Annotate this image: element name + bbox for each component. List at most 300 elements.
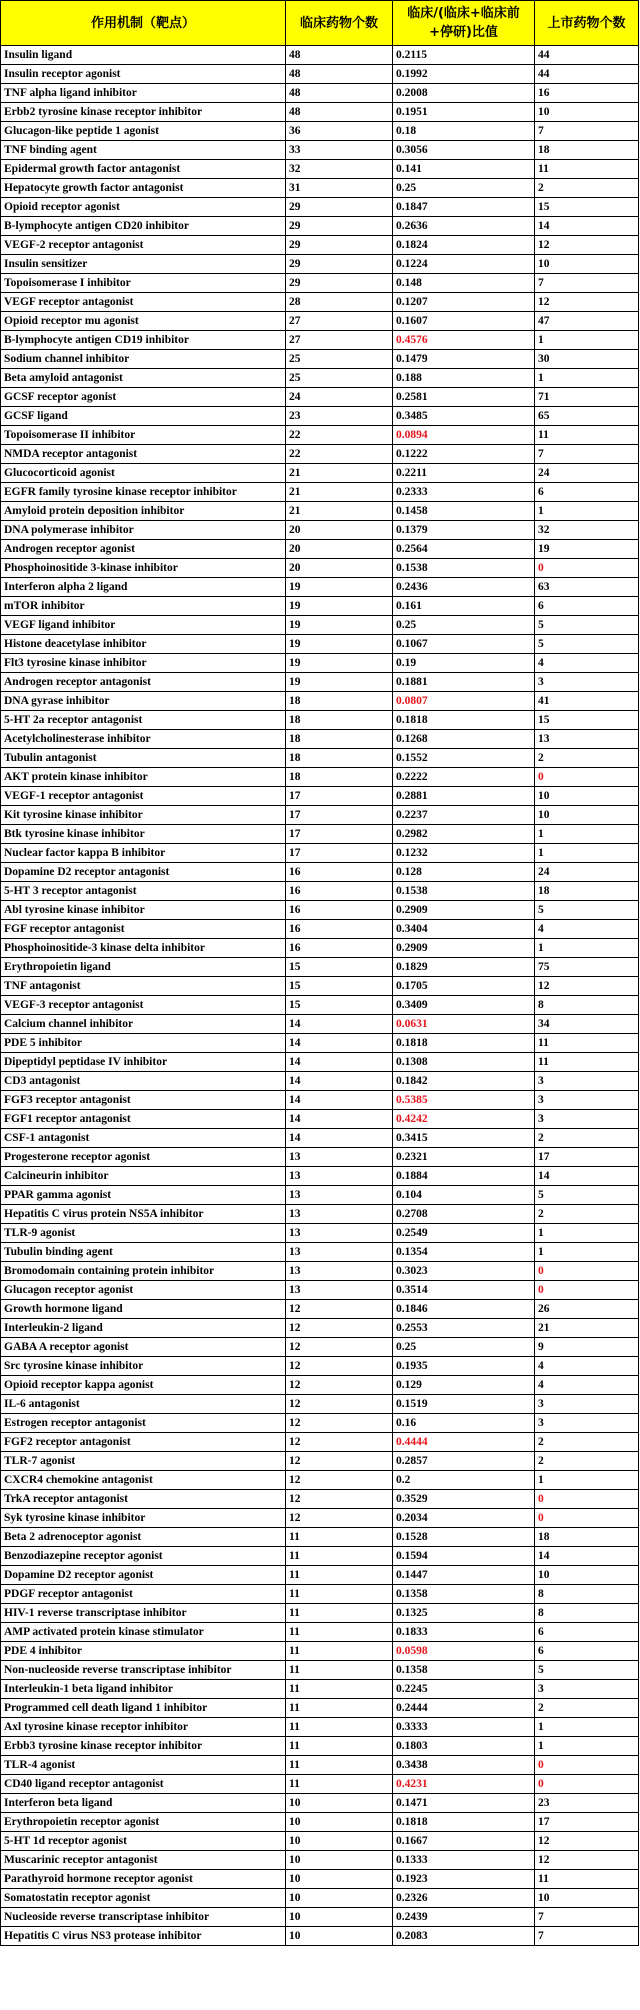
table-row bbox=[1, 882, 639, 901]
cell-clinical-count: 12 bbox=[286, 1319, 393, 1338]
cell-target: Glucagon receptor agonist bbox=[1, 1281, 286, 1300]
cell-marketed-count: 5 bbox=[535, 901, 639, 920]
cell-marketed-count: 0 bbox=[535, 1775, 639, 1794]
cell-target: Programmed cell death ligand 1 inhibitor bbox=[1, 1699, 286, 1718]
cell-target: PDGF receptor antagonist bbox=[1, 1585, 286, 1604]
cell-ratio: 0.3415 bbox=[393, 1129, 535, 1148]
table-row bbox=[1, 217, 639, 236]
table-row bbox=[1, 1927, 639, 1946]
cell-target: FGF2 receptor antagonist bbox=[1, 1433, 286, 1452]
cell-marketed-count: 44 bbox=[535, 46, 639, 65]
cell-target: Erythropoietin ligand bbox=[1, 958, 286, 977]
cell-target: AKT protein kinase inhibitor bbox=[1, 768, 286, 787]
cell-target: Erythropoietin receptor agonist bbox=[1, 1813, 286, 1832]
table-row bbox=[1, 1623, 639, 1642]
table-row bbox=[1, 1566, 639, 1585]
cell-clinical-count: 22 bbox=[286, 445, 393, 464]
cell-clinical-count: 25 bbox=[286, 369, 393, 388]
cell-clinical-count: 10 bbox=[286, 1794, 393, 1813]
table-row bbox=[1, 1205, 639, 1224]
cell-marketed-count: 7 bbox=[535, 1927, 639, 1946]
table-row bbox=[1, 1148, 639, 1167]
cell-clinical-count: 27 bbox=[286, 312, 393, 331]
cell-ratio: 0.19 bbox=[393, 654, 535, 673]
cell-clinical-count: 13 bbox=[286, 1205, 393, 1224]
cell-target: Acetylcholinesterase inhibitor bbox=[1, 730, 286, 749]
cell-ratio: 0.2636 bbox=[393, 217, 535, 236]
cell-clinical-count: 14 bbox=[286, 1034, 393, 1053]
cell-ratio: 0.1847 bbox=[393, 198, 535, 217]
cell-marketed-count: 7 bbox=[535, 1908, 639, 1927]
cell-marketed-count: 15 bbox=[535, 711, 639, 730]
cell-marketed-count: 11 bbox=[535, 160, 639, 179]
cell-ratio: 0.4576 bbox=[393, 331, 535, 350]
cell-marketed-count: 3 bbox=[535, 1072, 639, 1091]
cell-marketed-count: 75 bbox=[535, 958, 639, 977]
cell-clinical-count: 16 bbox=[286, 882, 393, 901]
cell-clinical-count: 13 bbox=[286, 1262, 393, 1281]
cell-target: FGF1 receptor antagonist bbox=[1, 1110, 286, 1129]
cell-marketed-count: 12 bbox=[535, 293, 639, 312]
cell-clinical-count: 29 bbox=[286, 274, 393, 293]
table-row bbox=[1, 445, 639, 464]
cell-marketed-count: 1 bbox=[535, 1718, 639, 1737]
cell-marketed-count: 2 bbox=[535, 1205, 639, 1224]
cell-clinical-count: 12 bbox=[286, 1395, 393, 1414]
cell-clinical-count: 29 bbox=[286, 236, 393, 255]
cell-marketed-count: 8 bbox=[535, 1604, 639, 1623]
cell-ratio: 0.1705 bbox=[393, 977, 535, 996]
cell-marketed-count: 11 bbox=[535, 426, 639, 445]
cell-ratio: 0.2222 bbox=[393, 768, 535, 787]
cell-ratio: 0.1935 bbox=[393, 1357, 535, 1376]
cell-target: Histone deacetylase inhibitor bbox=[1, 635, 286, 654]
cell-ratio: 0.2115 bbox=[393, 46, 535, 65]
cell-target: Amyloid protein deposition inhibitor bbox=[1, 502, 286, 521]
cell-target: Insulin ligand bbox=[1, 46, 286, 65]
cell-target: Flt3 tyrosine kinase inhibitor bbox=[1, 654, 286, 673]
cell-target: Insulin receptor agonist bbox=[1, 65, 286, 84]
table-row bbox=[1, 1224, 639, 1243]
cell-marketed-count: 1 bbox=[535, 1243, 639, 1262]
cell-clinical-count: 13 bbox=[286, 1224, 393, 1243]
cell-ratio: 0.1923 bbox=[393, 1870, 535, 1889]
cell-ratio: 0.1471 bbox=[393, 1794, 535, 1813]
cell-ratio: 0.1552 bbox=[393, 749, 535, 768]
cell-marketed-count: 63 bbox=[535, 578, 639, 597]
cell-clinical-count: 11 bbox=[286, 1585, 393, 1604]
table-row bbox=[1, 1262, 639, 1281]
cell-marketed-count: 26 bbox=[535, 1300, 639, 1319]
table-row bbox=[1, 1167, 639, 1186]
cell-clinical-count: 12 bbox=[286, 1509, 393, 1528]
table-row bbox=[1, 1395, 639, 1414]
cell-target: Beta 2 adrenoceptor agonist bbox=[1, 1528, 286, 1547]
cell-ratio: 0.129 bbox=[393, 1376, 535, 1395]
cell-target: Sodium channel inhibitor bbox=[1, 350, 286, 369]
cell-clinical-count: 29 bbox=[286, 255, 393, 274]
cell-ratio: 0.104 bbox=[393, 1186, 535, 1205]
cell-ratio: 0.2321 bbox=[393, 1148, 535, 1167]
cell-marketed-count: 18 bbox=[535, 882, 639, 901]
cell-clinical-count: 11 bbox=[286, 1737, 393, 1756]
cell-target: Src tyrosine kinase inhibitor bbox=[1, 1357, 286, 1376]
cell-marketed-count: 2 bbox=[535, 1699, 639, 1718]
cell-marketed-count: 14 bbox=[535, 1167, 639, 1186]
cell-ratio: 0.1992 bbox=[393, 65, 535, 84]
table-row bbox=[1, 1338, 639, 1357]
cell-marketed-count: 10 bbox=[535, 103, 639, 122]
cell-clinical-count: 33 bbox=[286, 141, 393, 160]
cell-target: Tubulin antagonist bbox=[1, 749, 286, 768]
cell-clinical-count: 17 bbox=[286, 825, 393, 844]
cell-marketed-count: 14 bbox=[535, 217, 639, 236]
header-clinical-count: 临床药物个数 bbox=[286, 1, 393, 46]
cell-target: Erbb3 tyrosine kinase receptor inhibitor bbox=[1, 1737, 286, 1756]
cell-target: GCSF ligand bbox=[1, 407, 286, 426]
cell-ratio: 0.1667 bbox=[393, 1832, 535, 1851]
cell-target: Glucocorticoid agonist bbox=[1, 464, 286, 483]
cell-clinical-count: 14 bbox=[286, 1053, 393, 1072]
cell-ratio: 0.0598 bbox=[393, 1642, 535, 1661]
cell-target: Syk tyrosine kinase inhibitor bbox=[1, 1509, 286, 1528]
cell-marketed-count: 1 bbox=[535, 1737, 639, 1756]
table-row bbox=[1, 559, 639, 578]
cell-ratio: 0.2326 bbox=[393, 1889, 535, 1908]
cell-marketed-count: 65 bbox=[535, 407, 639, 426]
cell-clinical-count: 28 bbox=[286, 293, 393, 312]
table-row bbox=[1, 141, 639, 160]
cell-ratio: 0.1479 bbox=[393, 350, 535, 369]
table-row bbox=[1, 540, 639, 559]
cell-marketed-count: 3 bbox=[535, 1091, 639, 1110]
cell-ratio: 0.3485 bbox=[393, 407, 535, 426]
cell-marketed-count: 6 bbox=[535, 483, 639, 502]
cell-marketed-count: 18 bbox=[535, 1528, 639, 1547]
cell-ratio: 0.1538 bbox=[393, 882, 535, 901]
cell-clinical-count: 19 bbox=[286, 654, 393, 673]
cell-target: Androgen receptor antagonist bbox=[1, 673, 286, 692]
cell-target: TLR-4 agonist bbox=[1, 1756, 286, 1775]
header-marketed-count: 上市药物个数 bbox=[535, 1, 639, 46]
table-row bbox=[1, 787, 639, 806]
cell-clinical-count: 13 bbox=[286, 1167, 393, 1186]
cell-ratio: 0.1884 bbox=[393, 1167, 535, 1186]
cell-target: Interleukin-1 beta ligand inhibitor bbox=[1, 1680, 286, 1699]
table-row bbox=[1, 920, 639, 939]
cell-clinical-count: 22 bbox=[286, 426, 393, 445]
table-row bbox=[1, 1851, 639, 1870]
cell-clinical-count: 14 bbox=[286, 1015, 393, 1034]
cell-marketed-count: 4 bbox=[535, 1376, 639, 1395]
cell-clinical-count: 13 bbox=[286, 1148, 393, 1167]
table-row bbox=[1, 331, 639, 350]
cell-ratio: 0.1067 bbox=[393, 635, 535, 654]
table-row bbox=[1, 521, 639, 540]
cell-ratio: 0.16 bbox=[393, 1414, 535, 1433]
cell-marketed-count: 0 bbox=[535, 1756, 639, 1775]
cell-target: VEGF receptor antagonist bbox=[1, 293, 286, 312]
cell-marketed-count: 1 bbox=[535, 825, 639, 844]
cell-ratio: 0.2564 bbox=[393, 540, 535, 559]
cell-ratio: 0.1607 bbox=[393, 312, 535, 331]
cell-ratio: 0.1358 bbox=[393, 1585, 535, 1604]
cell-target: Calcium channel inhibitor bbox=[1, 1015, 286, 1034]
cell-clinical-count: 18 bbox=[286, 711, 393, 730]
cell-clinical-count: 48 bbox=[286, 84, 393, 103]
cell-ratio: 0.1354 bbox=[393, 1243, 535, 1262]
cell-ratio: 0.1379 bbox=[393, 521, 535, 540]
cell-clinical-count: 12 bbox=[286, 1300, 393, 1319]
cell-target: Phosphoinositide 3-kinase inhibitor bbox=[1, 559, 286, 578]
cell-marketed-count: 11 bbox=[535, 1034, 639, 1053]
table-row bbox=[1, 749, 639, 768]
cell-ratio: 0.1881 bbox=[393, 673, 535, 692]
cell-marketed-count: 0 bbox=[535, 1490, 639, 1509]
cell-target: VEGF-1 receptor antagonist bbox=[1, 787, 286, 806]
cell-clinical-count: 16 bbox=[286, 920, 393, 939]
cell-target: Interferon beta ligand bbox=[1, 1794, 286, 1813]
cell-ratio: 0.1232 bbox=[393, 844, 535, 863]
cell-target: GABA A receptor agonist bbox=[1, 1338, 286, 1357]
cell-marketed-count: 2 bbox=[535, 179, 639, 198]
cell-target: Beta amyloid antagonist bbox=[1, 369, 286, 388]
cell-marketed-count: 5 bbox=[535, 635, 639, 654]
table-row bbox=[1, 1452, 639, 1471]
cell-marketed-count: 6 bbox=[535, 1623, 639, 1642]
cell-clinical-count: 32 bbox=[286, 160, 393, 179]
cell-ratio: 0.3438 bbox=[393, 1756, 535, 1775]
cell-clinical-count: 21 bbox=[286, 502, 393, 521]
cell-target: Phosphoinositide-3 kinase delta inhibitor bbox=[1, 939, 286, 958]
cell-ratio: 0.4231 bbox=[393, 1775, 535, 1794]
table-row bbox=[1, 1300, 639, 1319]
cell-target: Hepatocyte growth factor antagonist bbox=[1, 179, 286, 198]
cell-clinical-count: 12 bbox=[286, 1471, 393, 1490]
table-row bbox=[1, 958, 639, 977]
table-row bbox=[1, 464, 639, 483]
cell-clinical-count: 11 bbox=[286, 1718, 393, 1737]
cell-clinical-count: 12 bbox=[286, 1433, 393, 1452]
cell-target: B-lymphocyte antigen CD20 inhibitor bbox=[1, 217, 286, 236]
cell-ratio: 0.1824 bbox=[393, 236, 535, 255]
cell-target: Abl tyrosine kinase inhibitor bbox=[1, 901, 286, 920]
cell-ratio: 0.2909 bbox=[393, 901, 535, 920]
table-row bbox=[1, 1547, 639, 1566]
table-row bbox=[1, 825, 639, 844]
cell-marketed-count: 2 bbox=[535, 1129, 639, 1148]
cell-clinical-count: 21 bbox=[286, 464, 393, 483]
cell-target: Hepatitis C virus NS3 protease inhibitor bbox=[1, 1927, 286, 1946]
table-row bbox=[1, 768, 639, 787]
cell-clinical-count: 10 bbox=[286, 1927, 393, 1946]
cell-target: VEGF-2 receptor antagonist bbox=[1, 236, 286, 255]
cell-target: Benzodiazepine receptor agonist bbox=[1, 1547, 286, 1566]
cell-marketed-count: 5 bbox=[535, 1186, 639, 1205]
cell-target: Btk tyrosine kinase inhibitor bbox=[1, 825, 286, 844]
cell-marketed-count: 18 bbox=[535, 141, 639, 160]
cell-ratio: 0.1594 bbox=[393, 1547, 535, 1566]
cell-target: Hepatitis C virus protein NS5A inhibitor bbox=[1, 1205, 286, 1224]
cell-ratio: 0.141 bbox=[393, 160, 535, 179]
cell-clinical-count: 18 bbox=[286, 749, 393, 768]
cell-clinical-count: 15 bbox=[286, 958, 393, 977]
cell-clinical-count: 13 bbox=[286, 1281, 393, 1300]
cell-marketed-count: 24 bbox=[535, 863, 639, 882]
cell-target: Progesterone receptor agonist bbox=[1, 1148, 286, 1167]
cell-marketed-count: 10 bbox=[535, 787, 639, 806]
cell-target: CD3 antagonist bbox=[1, 1072, 286, 1091]
table-row bbox=[1, 1756, 639, 1775]
table-row bbox=[1, 1281, 639, 1300]
cell-ratio: 0.2553 bbox=[393, 1319, 535, 1338]
cell-clinical-count: 24 bbox=[286, 388, 393, 407]
cell-clinical-count: 17 bbox=[286, 806, 393, 825]
table-row bbox=[1, 616, 639, 635]
table-row bbox=[1, 1053, 639, 1072]
cell-ratio: 0.2881 bbox=[393, 787, 535, 806]
cell-clinical-count: 27 bbox=[286, 331, 393, 350]
cell-target: Erbb2 tyrosine kinase receptor inhibitor bbox=[1, 103, 286, 122]
table-row bbox=[1, 1433, 639, 1452]
cell-target: TNF alpha ligand inhibitor bbox=[1, 84, 286, 103]
cell-marketed-count: 0 bbox=[535, 768, 639, 787]
table-row bbox=[1, 65, 639, 84]
cell-clinical-count: 18 bbox=[286, 692, 393, 711]
cell-marketed-count: 7 bbox=[535, 445, 639, 464]
cell-clinical-count: 23 bbox=[286, 407, 393, 426]
cell-ratio: 0.0631 bbox=[393, 1015, 535, 1034]
table-row bbox=[1, 1528, 639, 1547]
table-row bbox=[1, 578, 639, 597]
cell-ratio: 0.2549 bbox=[393, 1224, 535, 1243]
cell-clinical-count: 10 bbox=[286, 1908, 393, 1927]
cell-clinical-count: 10 bbox=[286, 1851, 393, 1870]
cell-ratio: 0.25 bbox=[393, 616, 535, 635]
table-row bbox=[1, 1357, 639, 1376]
cell-clinical-count: 19 bbox=[286, 578, 393, 597]
cell-clinical-count: 11 bbox=[286, 1547, 393, 1566]
cell-target: Opioid receptor mu agonist bbox=[1, 312, 286, 331]
cell-clinical-count: 36 bbox=[286, 122, 393, 141]
table-row bbox=[1, 1642, 639, 1661]
cell-marketed-count: 6 bbox=[535, 597, 639, 616]
cell-ratio: 0.128 bbox=[393, 863, 535, 882]
cell-target: CD40 ligand receptor antagonist bbox=[1, 1775, 286, 1794]
cell-ratio: 0.2008 bbox=[393, 84, 535, 103]
table-body bbox=[1, 46, 639, 1946]
table-row bbox=[1, 274, 639, 293]
cell-target: Interleukin-2 ligand bbox=[1, 1319, 286, 1338]
table-row bbox=[1, 103, 639, 122]
cell-target: Growth hormone ligand bbox=[1, 1300, 286, 1319]
cell-marketed-count: 13 bbox=[535, 730, 639, 749]
table-row bbox=[1, 1604, 639, 1623]
cell-marketed-count: 19 bbox=[535, 540, 639, 559]
cell-clinical-count: 29 bbox=[286, 198, 393, 217]
table-row bbox=[1, 730, 639, 749]
table-row bbox=[1, 1737, 639, 1756]
cell-ratio: 0.2083 bbox=[393, 1927, 535, 1946]
cell-marketed-count: 1 bbox=[535, 1224, 639, 1243]
table-row bbox=[1, 1376, 639, 1395]
table-row bbox=[1, 635, 639, 654]
cell-clinical-count: 21 bbox=[286, 483, 393, 502]
cell-clinical-count: 19 bbox=[286, 673, 393, 692]
table-row bbox=[1, 1908, 639, 1927]
table-row bbox=[1, 483, 639, 502]
table-row bbox=[1, 1661, 639, 1680]
cell-clinical-count: 48 bbox=[286, 65, 393, 84]
cell-ratio: 0.4242 bbox=[393, 1110, 535, 1129]
cell-ratio: 0.2857 bbox=[393, 1452, 535, 1471]
cell-ratio: 0.18 bbox=[393, 122, 535, 141]
cell-clinical-count: 15 bbox=[286, 996, 393, 1015]
cell-target: Bromodomain containing protein inhibitor bbox=[1, 1262, 286, 1281]
cell-ratio: 0.2581 bbox=[393, 388, 535, 407]
cell-ratio: 0.2444 bbox=[393, 1699, 535, 1718]
table-row bbox=[1, 1490, 639, 1509]
cell-clinical-count: 12 bbox=[286, 1414, 393, 1433]
cell-marketed-count: 7 bbox=[535, 122, 639, 141]
cell-marketed-count: 8 bbox=[535, 996, 639, 1015]
table-row bbox=[1, 179, 639, 198]
cell-clinical-count: 11 bbox=[286, 1661, 393, 1680]
table-row bbox=[1, 1072, 639, 1091]
cell-marketed-count: 2 bbox=[535, 1452, 639, 1471]
cell-target: VEGF-3 receptor antagonist bbox=[1, 996, 286, 1015]
cell-ratio: 0.0894 bbox=[393, 426, 535, 445]
cell-marketed-count: 3 bbox=[535, 1110, 639, 1129]
table-row bbox=[1, 1471, 639, 1490]
cell-ratio: 0.1842 bbox=[393, 1072, 535, 1091]
table-row bbox=[1, 901, 639, 920]
cell-clinical-count: 10 bbox=[286, 1813, 393, 1832]
table-row bbox=[1, 407, 639, 426]
cell-marketed-count: 3 bbox=[535, 1680, 639, 1699]
cell-clinical-count: 20 bbox=[286, 521, 393, 540]
cell-marketed-count: 12 bbox=[535, 977, 639, 996]
table-row bbox=[1, 1414, 639, 1433]
table-row bbox=[1, 369, 639, 388]
cell-ratio: 0.1803 bbox=[393, 1737, 535, 1756]
cell-ratio: 0.161 bbox=[393, 597, 535, 616]
cell-clinical-count: 11 bbox=[286, 1528, 393, 1547]
cell-marketed-count: 1 bbox=[535, 844, 639, 863]
table-row bbox=[1, 1680, 639, 1699]
cell-target: PDE 4 inhibitor bbox=[1, 1642, 286, 1661]
cell-marketed-count: 2 bbox=[535, 1433, 639, 1452]
cell-ratio: 0.3404 bbox=[393, 920, 535, 939]
cell-clinical-count: 20 bbox=[286, 559, 393, 578]
cell-target: Dopamine D2 receptor antagonist bbox=[1, 863, 286, 882]
table-row bbox=[1, 1794, 639, 1813]
cell-target: Somatostatin receptor agonist bbox=[1, 1889, 286, 1908]
cell-ratio: 0.2211 bbox=[393, 464, 535, 483]
cell-clinical-count: 11 bbox=[286, 1623, 393, 1642]
cell-ratio: 0.1818 bbox=[393, 1813, 535, 1832]
cell-clinical-count: 18 bbox=[286, 768, 393, 787]
table-row bbox=[1, 1509, 639, 1528]
cell-clinical-count: 20 bbox=[286, 540, 393, 559]
table-row bbox=[1, 977, 639, 996]
cell-clinical-count: 16 bbox=[286, 863, 393, 882]
cell-target: TrkA receptor antagonist bbox=[1, 1490, 286, 1509]
table-row bbox=[1, 46, 639, 65]
cell-clinical-count: 11 bbox=[286, 1775, 393, 1794]
cell-ratio: 0.1833 bbox=[393, 1623, 535, 1642]
cell-marketed-count: 30 bbox=[535, 350, 639, 369]
